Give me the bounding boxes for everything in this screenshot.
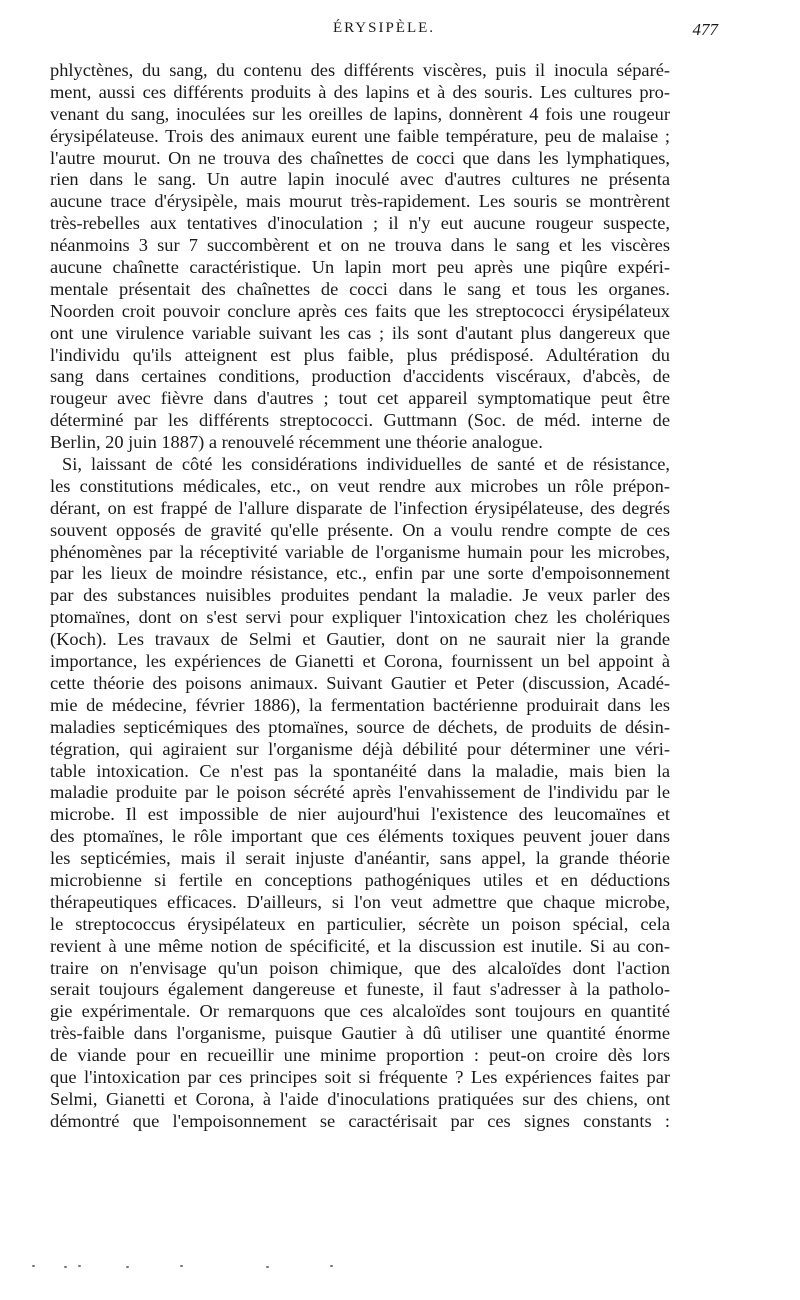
text-line: serait toujours également dangereuse et funeste, il faut s'adresser à la patholo- bbox=[50, 979, 670, 1000]
text-line: par les lieux de moindre résistance, etc., enfin par une sorte d'empoisonnement bbox=[50, 563, 670, 584]
text-line: Si, laissant de côté les considérations individuelles de santé et de résistance, bbox=[62, 454, 670, 475]
text-line: les septicémies, mais il serait injuste d'anéantir, sans appel, la grande théorie bbox=[50, 848, 670, 869]
page-number: 477 bbox=[692, 20, 718, 39]
text-line: venant du sang, inoculées sur les oreilles de lapins, donnèrent 4 fois une rougeur bbox=[50, 103, 670, 124]
text-line: néanmoins 3 sur 7 succombèrent et on ne trouva dans le sang et les viscères bbox=[50, 235, 670, 256]
scan-speck bbox=[64, 1266, 67, 1268]
text-line: importance, les expériences de Gianetti et Corona, fournissent un bel appoint à bbox=[50, 651, 670, 672]
text-line: maladie produite par le poison sécrété après l'envahissement de l'individu par le bbox=[50, 782, 670, 803]
text-line: gie expérimentale. Or remarquons que ces alcaloïdes sont toujours en quantité bbox=[50, 1001, 670, 1022]
text-line: tégration, qui agiraient sur l'organisme déjà débilité pour déterminer une véri- bbox=[50, 738, 670, 759]
scan-speck bbox=[32, 1265, 35, 1267]
text-line: aucune chaînette caractéristique. Un lapin mort peu après une piqûre expéri- bbox=[50, 257, 670, 278]
text-line: très-rebelles aux tentatives d'inoculation ; il n'y eut aucune rougeur suspecte, bbox=[50, 213, 670, 234]
text-line: que l'intoxication par ces principes soit si fréquente ? Les expériences faites par bbox=[50, 1066, 670, 1087]
text-line: Berlin, 20 juin 1887) a renouvelé récemment une théorie analogue. bbox=[50, 432, 543, 453]
text-line: le streptococcus érysipélateux en particulier, sécrète un poison spécial, cela bbox=[50, 913, 670, 934]
text-line: de viande pour en recueillir une minime proportion : peut-on croire dès lors bbox=[50, 1045, 670, 1066]
text-line: dérant, on est frappé de l'allure disparate de l'infection érysipélateuse, des degrés bbox=[50, 497, 670, 518]
text-line: phénomènes par la réceptivité variable de l'organisme humain pour les microbes, bbox=[50, 541, 670, 562]
text-line: très-faible dans l'organisme, puisque Gautier à dû utiliser une quantité énorme bbox=[50, 1023, 670, 1044]
running-title: ÉRYSIPÈLE. bbox=[332, 20, 436, 36]
text-line: les constitutions médicales, etc., on veut rendre aux microbes un rôle prépon- bbox=[50, 475, 670, 496]
scan-speck bbox=[180, 1265, 183, 1267]
text-line: aucune trace d'érysipèle, mais mourut très-rapidement. Les souris se montrèrent bbox=[50, 191, 670, 212]
text-line: (Koch). Les travaux de Selmi et Gautier, dont on ne saurait nier la grande bbox=[50, 629, 670, 650]
text-line: érysipélateuse. Trois des animaux eurent une faible température, peu de malaise ; bbox=[50, 125, 670, 146]
text-line: thérapeutiques efficaces. D'ailleurs, si l'on veut admettre que chaque microbe, bbox=[50, 891, 670, 912]
text-line: cette théorie des poisons animaux. Suivant Gautier et Peter (discussion, Acadé- bbox=[50, 672, 670, 693]
text-line: traire on n'envisage qu'un poison chimique, que des alcaloïdes dont l'action bbox=[50, 957, 670, 978]
text-line: sang dans certaines conditions, production d'accidents viscéraux, d'abcès, de bbox=[50, 366, 670, 387]
text-line: Noorden croit pouvoir conclure après ces faits que les streptococci érysipélateux bbox=[50, 300, 670, 321]
text-line: ptomaïnes, dont on s'est servi pour expliquer l'intoxication chez les cholériques bbox=[50, 607, 670, 628]
paragraph-1 bbox=[50, 60, 670, 454]
text-line: l'individu qu'ils atteignent est plus faible, plus prédisposé. Adultération du bbox=[50, 344, 670, 365]
text-line: table intoxication. Ce n'est pas la spontanéité dans la maladie, mais bien la bbox=[50, 760, 670, 781]
text-line: microbienne si fertile en conceptions pathogéniques utiles et en déductions bbox=[50, 869, 670, 890]
text-line: phlyctènes, du sang, du contenu des différents viscères, puis il inocula séparé- bbox=[50, 60, 670, 80]
text-line: Selmi, Gianetti et Corona, à l'aide d'inoculations pratiquées sur des chiens, ont bbox=[50, 1088, 670, 1109]
scan-speck bbox=[330, 1265, 333, 1267]
text-line: l'autre mourut. On ne trouva des chaînettes de cocci que dans les lymphatiques, bbox=[50, 147, 670, 168]
scan-speck bbox=[266, 1266, 269, 1268]
paragraph-2 bbox=[50, 454, 670, 1133]
body-text bbox=[50, 60, 670, 1133]
text-line: rougeur avec fièvre dans d'autres ; tout cet appareil symptomatique peut être bbox=[50, 388, 670, 409]
text-line: rien dans le sang. Un autre lapin inoculé avec d'autres cultures ne présenta bbox=[50, 169, 670, 190]
text-line: revient à une même notion de spécificité, et la discussion est inutile. Si au con- bbox=[50, 935, 670, 956]
text-line: déterminé par les différents streptococci. Guttmann (Soc. de méd. interne de bbox=[50, 410, 670, 431]
text-line: mentale présentait des chaînettes de cocci dans le sang et tous les organes. bbox=[50, 278, 670, 299]
text-line: démontré que l'empoisonnement se caractérisait par ces signes constants : bbox=[50, 1110, 670, 1131]
text-line: ont une virulence variable suivant les cas ; ils sont d'autant plus dangereux que bbox=[50, 322, 670, 343]
scan-speck bbox=[78, 1265, 81, 1267]
text-line: maladies septicémiques des ptomaïnes, source de déchets, de produits de désin- bbox=[50, 716, 670, 737]
text-line: microbe. Il est impossible de nier aujourd'hui l'existence des leucomaïnes et bbox=[50, 804, 670, 825]
text-line: ment, aussi ces différents produits à des lapins et à des souris. Les cultures pro- bbox=[50, 81, 670, 102]
text-line: des ptomaïnes, le rôle important que ces éléments toxiques peuvent jouer dans bbox=[50, 826, 670, 847]
text-line: souvent opposés de gravité qu'elle présente. On a voulu rendre compte de ces bbox=[50, 519, 670, 540]
text-line: par des substances nuisibles produites pendant la maladie. Je veux parler des bbox=[50, 585, 670, 606]
running-head bbox=[50, 8, 718, 38]
scan-noise bbox=[30, 1262, 770, 1272]
scan-speck bbox=[126, 1266, 129, 1268]
text-line: mie de médecine, février 1886), la fermentation bactérienne produirait dans les bbox=[50, 694, 670, 715]
